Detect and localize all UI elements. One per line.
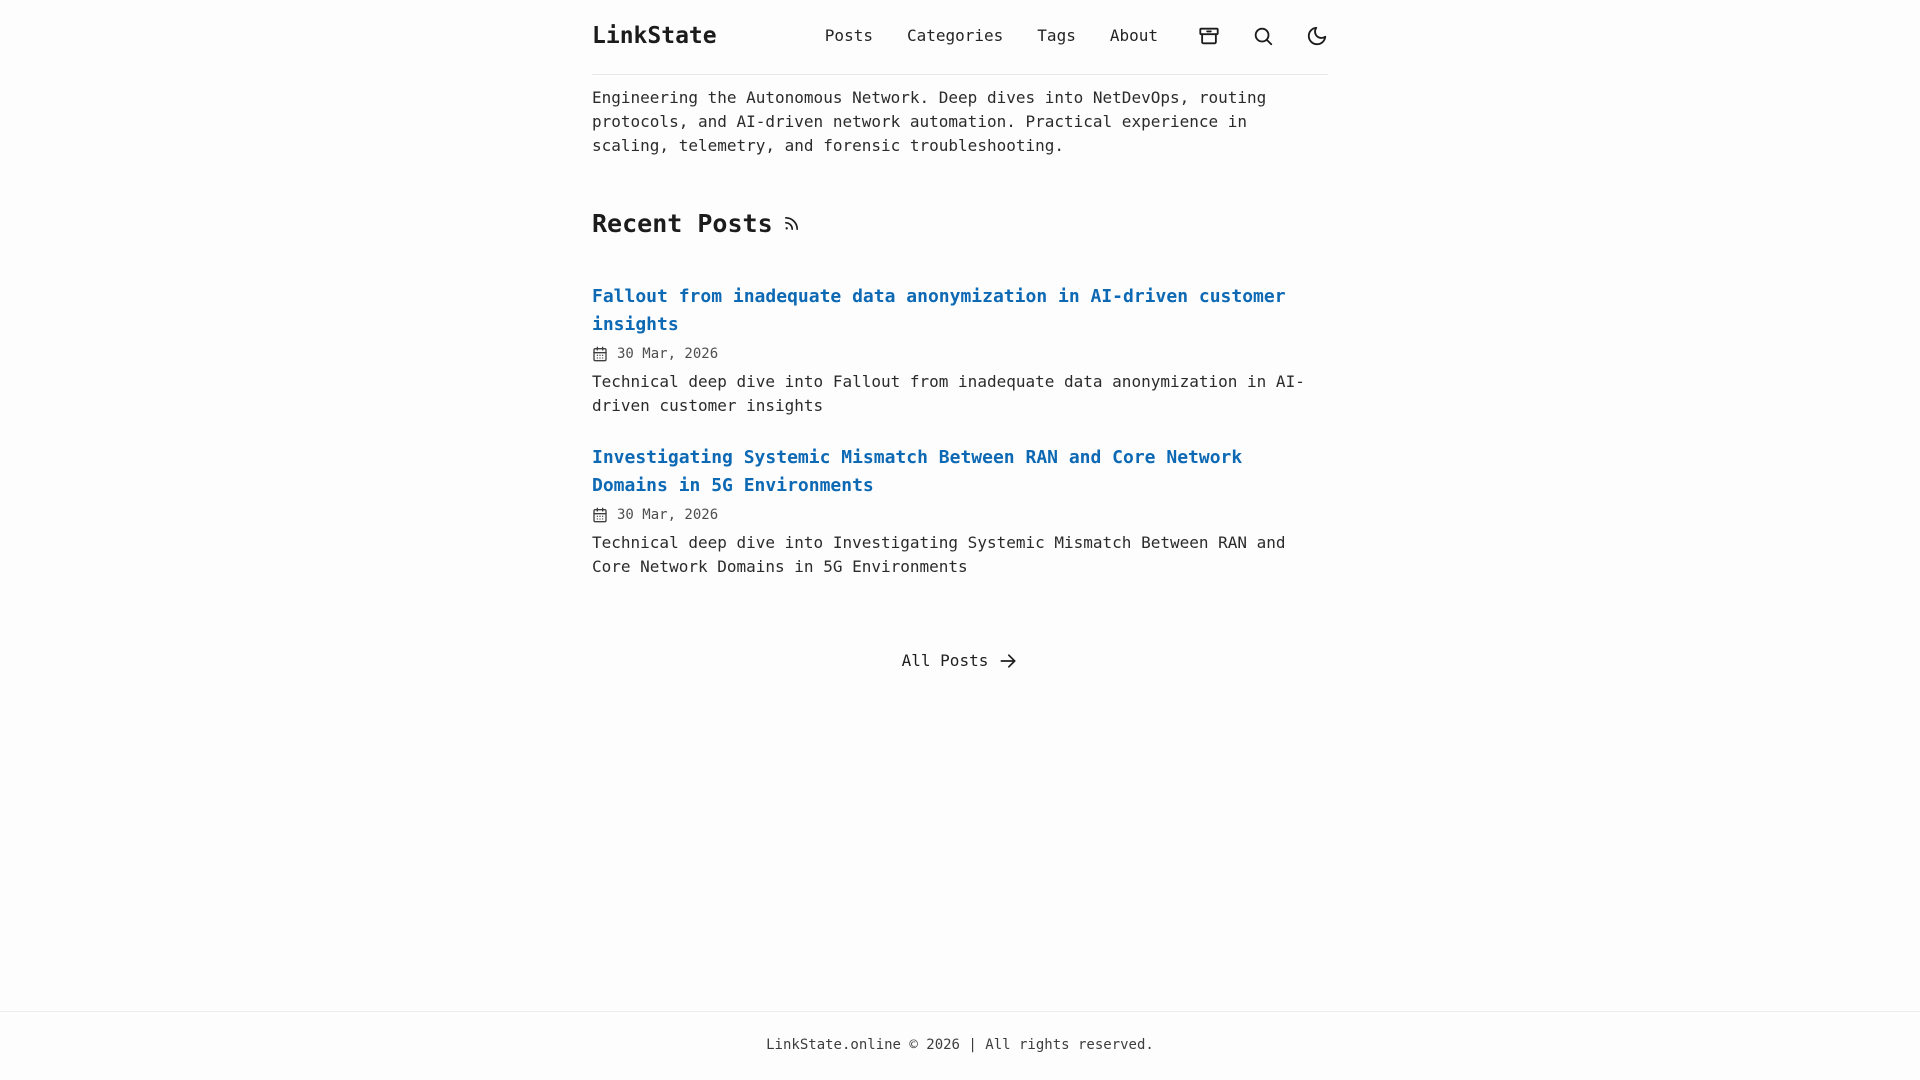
archive-button[interactable]: [1198, 25, 1220, 47]
nav-item-categories[interactable]: Categories: [906, 26, 1004, 46]
site-logo[interactable]: LinkState: [592, 23, 717, 49]
search-icon: [1252, 25, 1274, 47]
site-description: Engineering the Autonomous Network. Deep dives into NetDevOps, routing protocols, and AI-driven network automation. Practical experience in scaling, telemetry, and forensic troubleshooting.: [592, 87, 1267, 155]
moon-icon: [1306, 25, 1328, 47]
rss-feed-link[interactable]: [783, 215, 800, 232]
nav-item-posts[interactable]: Posts: [824, 26, 873, 46]
main-content: [0, 75, 1920, 1012]
recent-posts-heading: Recent Posts: [592, 208, 773, 238]
post-description: Technical deep dive into Investigating Systemic Mismatch Between RAN and Core Network Domains in 5G Environments: [592, 532, 1286, 576]
post-meta: [592, 505, 1328, 526]
search-button[interactable]: [1252, 25, 1274, 47]
post-item: [592, 283, 1328, 418]
all-posts-link[interactable]: [902, 649, 1019, 673]
post-item: [592, 444, 1328, 579]
header-right: [825, 24, 1328, 48]
nav-item-about[interactable]: About: [1109, 26, 1158, 46]
arrow-right-icon: [998, 651, 1018, 671]
all-posts-wrapper: [592, 649, 1328, 673]
site-footer: [0, 1011, 1920, 1080]
post-description: Technical deep dive into Fallout from inadequate data anonymization in AI-driven customer insights: [592, 371, 1305, 415]
rss-icon: [783, 215, 800, 232]
post-date: 30 Mar, 2026: [617, 345, 719, 362]
calendar-icon: [592, 346, 608, 362]
calendar-icon: [592, 507, 608, 523]
post-title-link[interactable]: Investigating Systemic Mismatch Between RAN and Core Network Domains in 5G Environments: [592, 446, 1243, 496]
nav-item-tags[interactable]: Tags: [1037, 26, 1076, 46]
all-posts-label: All Posts: [901, 650, 989, 670]
post-title-link[interactable]: Fallout from inadequate data anonymization in AI-driven customer insights: [592, 285, 1286, 335]
header-icon-group: [1198, 25, 1328, 47]
recent-posts-list: [592, 283, 1328, 579]
post-date: 30 Mar, 2026: [617, 506, 719, 523]
main-nav: [825, 24, 1158, 48]
archive-icon: [1198, 25, 1220, 47]
dark-mode-toggle[interactable]: [1306, 25, 1328, 47]
recent-posts-header: [592, 207, 1328, 240]
footer-copyright: LinkState.online © 2026 | All rights reserved.: [766, 1037, 1154, 1053]
site-header: [0, 0, 1920, 75]
post-meta: [592, 344, 1328, 365]
